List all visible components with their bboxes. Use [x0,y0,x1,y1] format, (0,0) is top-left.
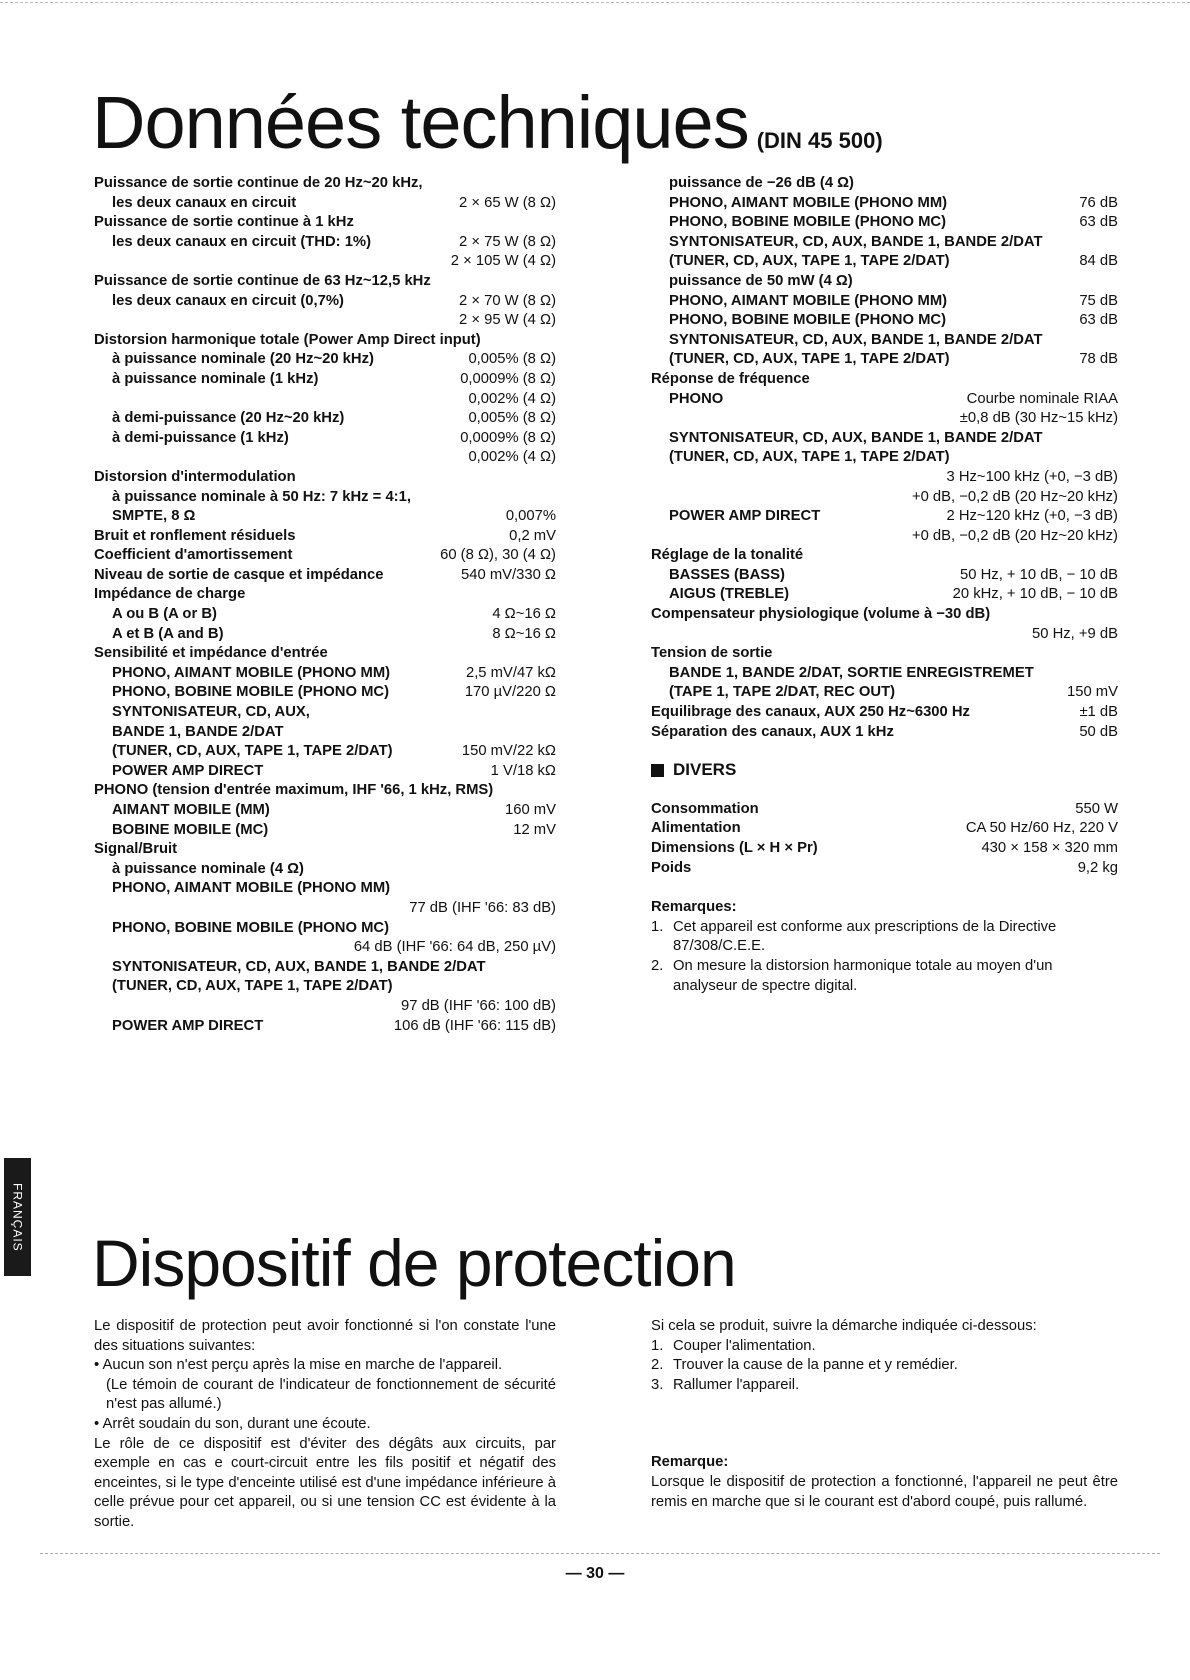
divers-value: 9,2 kg [1077,859,1118,876]
spec-label: PHONO, BOBINE MOBILE (PHONO MC) [112,684,390,701]
spec-value: Courbe nominale RIAA [966,390,1118,407]
spec-row [94,213,556,233]
specs-right-list [651,174,1118,742]
spec-label: PHONO, BOBINE MOBILE (PHONO MC) [669,214,947,231]
spec-label: (TUNER, CD, AUX, TAPE 1, TAPE 2/DAT) [669,351,950,368]
remarque-item-number: 2. [651,957,664,974]
spec-label: Impédance de charge [94,586,246,603]
spec-value: +0 dB, −0,2 dB (20 Hz~20 kHz) [911,488,1118,505]
remarques-heading: Remarques: [651,899,737,916]
spec-label: (TAPE 1, TAPE 2/DAT, REC OUT) [669,684,896,701]
spec-value: 106 dB (IHF '66: 115 dB) [393,1017,556,1034]
spec-row [94,194,556,214]
spec-row [94,938,556,958]
spec-label: Réponse de fréquence [651,370,810,387]
spec-row [651,272,1118,292]
divers-label: Alimentation [651,820,741,837]
protection-left-text [94,1317,556,1533]
spec-value: 2 × 75 W (8 Ω) [459,233,556,250]
spec-label: (TUNER, CD, AUX, TAPE 1, TAPE 2/DAT) [112,978,393,995]
spec-row [94,350,556,370]
protection-bullet-note: (Le témoin de courant de l'indicateur de fonctionnement de sécurité n'est pas allumé.) [106,1376,556,1413]
spec-value: 84 dB [1079,253,1118,270]
spec-label: Puissance de sortie continue de 63 Hz~12,5 kHz [94,272,431,289]
spec-label: Bruit et ronflement résiduels [94,527,296,544]
top-scan-edge [0,2,1190,3]
remarque-item-text: Cet appareil est conforme aux prescriptions de la Directive 87/308/C.E.E. [673,918,1057,955]
step-item [651,1376,1118,1396]
protection-title: Dispositif de protection [92,1226,736,1300]
spec-row [94,390,556,410]
step-item-text: Rallumer l'appareil. [673,1376,800,1393]
spec-value: 1 V/18 kΩ [490,762,556,779]
step-item [651,1356,1118,1376]
spec-row [94,644,556,664]
spec-row [651,233,1118,253]
spec-label: BANDE 1, BANDE 2/DAT, SORTIE ENREGISTREMET [669,664,1034,681]
remarque-text: Lorsque le dispositif de protection a fonctionné, l'appareil ne peut être remis en marche que si le courant est d'abord coupé, puis rallumé. [651,1473,1118,1510]
spec-row [94,840,556,860]
spec-value: 2 × 105 W (4 Ω) [450,253,556,270]
spec-value: 50 dB [1079,723,1118,740]
square-bullet-icon [651,764,664,777]
spec-value: 4 Ω~16 Ω [492,606,556,623]
spec-row [94,174,556,194]
spec-label: BASSES (BASS) [669,566,785,583]
protection-steps [651,1337,1118,1396]
spec-value: 78 dB [1079,351,1118,368]
spec-value: +0 dB, −0,2 dB (20 Hz~20 kHz) [911,527,1118,544]
spec-value: 150 mV [1067,684,1118,701]
spec-row [94,252,556,272]
divers-value: 550 W [1075,800,1118,817]
spec-row [651,174,1118,194]
spec-value: 150 mV/22 kΩ [461,743,556,760]
spec-label: puissance de 50 mW (4 Ω) [669,272,853,289]
spec-label: Séparation des canaux, AUX 1 kHz [651,723,894,740]
spec-row [651,566,1118,586]
spec-value: 3 Hz~100 kHz (+0, −3 dB) [946,468,1118,485]
protection-right-text [651,1317,1118,1512]
spec-label: POWER AMP DIRECT [669,508,821,525]
spec-label: PHONO, AIMANT MOBILE (PHONO MM) [112,664,391,681]
spec-row [94,585,556,605]
spec-row [651,585,1118,605]
page-title: Données techniques (DIN 45 500) [92,81,883,164]
remarque-item [651,918,1118,957]
spec-row [94,331,556,351]
step-item-text: Couper l'alimentation. [673,1337,816,1354]
spec-label: PHONO [669,390,724,407]
divers-value: 430 × 158 × 320 mm [981,840,1118,856]
spec-value: 160 mV [505,802,556,818]
spec-value: 0,005% (8 Ω) [468,410,556,427]
step-item [651,1337,1118,1357]
protection-bullet: • Aucun son n'est perçu après la mise en marche de l'appareil. [94,1357,503,1374]
spec-row [651,292,1118,312]
spec-label: SYNTONISATEUR, CD, AUX, BANDE 1, BANDE 2/DAT [112,958,486,975]
spec-row [651,703,1118,723]
spec-row [94,899,556,919]
spec-row [651,409,1118,429]
step-item-number: 2. [651,1357,664,1374]
spec-row [651,644,1118,664]
spec-label: (TUNER, CD, AUX, TAPE 1, TAPE 2/DAT) [112,743,393,760]
spec-row [94,233,556,253]
spec-label: BANDE 1, BANDE 2/DAT [112,723,284,740]
spec-row [651,625,1118,645]
spec-label: A et B (A and B) [112,625,224,642]
spec-value: 2 Hz~120 kHz (+0, −3 dB) [946,508,1118,525]
spec-row [94,860,556,880]
spec-label: Réglage de la tonalité [651,547,804,564]
spec-label: à demi-puissance (20 Hz~20 kHz) [112,410,345,427]
spec-value: 0,2 mV [509,527,556,544]
spec-value: 50 Hz, + 10 dB, − 10 dB [960,566,1118,583]
spec-value: 0,005% (8 Ω) [468,351,556,368]
remarque-item-number: 1. [651,918,664,935]
spec-row [651,683,1118,703]
spec-row [94,605,556,625]
protection-paragraph: Le rôle de ce dispositif est d'éviter des dégâts aux circuits, par exemple en cas e court-circuit entre les fils positif et négatif des enceintes, si le type d'enceinte utilisé est d'une impédance inférieure à celle prévue pour cet appareil, ou si une tension CC est évidente à la sortie. [94,1435,556,1530]
spec-row [94,781,556,801]
spec-row [94,703,556,723]
spec-label: PHONO, AIMANT MOBILE (PHONO MM) [669,194,948,211]
spec-row [94,879,556,899]
spec-value: 2 × 65 W (8 Ω) [459,194,556,211]
spec-row [94,370,556,390]
spec-value: 50 Hz, +9 dB [1032,625,1118,642]
spec-label: SYNTONISATEUR, CD, AUX, BANDE 1, BANDE 2/DAT [669,233,1043,250]
spec-value: 60 (8 Ω), 30 (4 Ω) [440,547,556,564]
spec-row [94,409,556,429]
spec-label: les deux canaux en circuit (THD: 1%) [112,233,372,250]
remarques-list [651,918,1118,996]
spec-row [651,605,1118,625]
spec-label: AIMANT MOBILE (MM) [112,802,270,818]
divers-label: Consommation [651,800,759,817]
spec-row [94,429,556,449]
spec-label: SMPTE, 8 Ω [112,508,196,525]
spec-label: Equilibrage des canaux, AUX 250 Hz~6300 Hz [651,704,970,721]
spec-value: 2 × 70 W (8 Ω) [459,292,556,309]
spec-row [651,311,1118,331]
remarque-heading: Remarque: [651,1454,729,1471]
divers-label: Poids [651,859,692,876]
spec-label: SYNTONISATEUR, CD, AUX, [112,704,310,721]
spec-label: Coefficient d'amortissement [94,547,293,564]
spec-row [94,723,556,743]
spec-row [94,527,556,547]
spec-row [94,488,556,508]
spec-label: Sensibilité et impédance d'entrée [94,645,328,662]
spec-label: PHONO, AIMANT MOBILE (PHONO MM) [112,880,391,897]
divers-value: CA 50 Hz/60 Hz, 220 V [965,820,1118,837]
spec-row [94,958,556,978]
spec-value: 97 dB (IHF '66: 100 dB) [401,997,556,1014]
spec-row [94,448,556,468]
spec-value: 77 dB (IHF '66: 83 dB) [409,899,556,916]
spec-row [651,527,1118,547]
spec-row [94,546,556,566]
spec-value: 75 dB [1079,292,1118,309]
spec-label: à puissance nominale (1 kHz) [112,370,319,387]
spec-row [94,919,556,939]
spec-value: 12 mV [513,821,556,838]
spec-label: AIGUS (TREBLE) [669,586,790,603]
spec-row [94,664,556,684]
spec-row [651,468,1118,488]
spec-row [94,742,556,762]
spec-label: Puissance de sortie continue de 20 Hz~20 kHz, [94,175,423,191]
spec-row [94,292,556,312]
spec-label: à puissance nominale (20 Hz~20 kHz) [112,351,374,368]
spec-row [651,350,1118,370]
page-number: — 30 — [565,1565,625,1582]
spec-label: A ou B (A or B) [112,606,217,623]
spec-label: Distorsion d'intermodulation [94,468,296,485]
spec-label: à puissance nominale (4 Ω) [112,860,304,877]
spec-row [94,468,556,488]
specs-right-column [651,174,1118,996]
spec-label: SYNTONISATEUR, CD, AUX, BANDE 1, BANDE 2/DAT [669,331,1043,348]
specs-left-column [94,174,556,1036]
divers-row [651,819,1118,839]
spec-row [651,723,1118,743]
spec-row [94,977,556,997]
spec-label: puissance de −26 dB (4 Ω) [669,175,854,191]
spec-row [94,762,556,782]
spec-row [94,311,556,331]
spec-row [651,488,1118,508]
spec-row [94,272,556,292]
spec-row [651,507,1118,527]
spec-value: 0,002% (4 Ω) [468,449,556,466]
spec-label: Distorsion harmonique totale (Power Amp Direct input) [94,331,481,348]
spec-value: 63 dB [1079,312,1118,329]
spec-label: Signal/Bruit [94,841,178,858]
spec-row [651,664,1118,684]
spec-row [94,1017,556,1037]
spec-value: 76 dB [1079,194,1118,211]
spec-row [94,507,556,527]
spec-label: PHONO, BOBINE MOBILE (PHONO MC) [669,312,947,329]
spec-label: les deux canaux en circuit (0,7%) [112,292,344,309]
spec-label: à puissance nominale à 50 Hz: 7 kHz = 4:1, [112,488,411,505]
protection-bullet: • Arrêt soudain du son, durant une écoute. [94,1415,371,1432]
spec-row [651,390,1118,410]
spec-row [651,213,1118,233]
spec-value: 64 dB (IHF '66: 64 dB, 250 µV) [353,939,556,956]
spec-label: Compensateur physiologique (volume à −30 dB) [651,606,991,623]
protection-steps-intro: Si cela se produit, suivre la démarche indiquée ci-dessous: [651,1318,1037,1334]
divers-row [651,800,1118,820]
divers-row [651,859,1118,879]
spec-label: PHONO, BOBINE MOBILE (PHONO MC) [112,919,390,936]
spec-label: Niveau de sortie de casque et impédance [94,566,384,583]
spec-value: 0,002% (4 Ω) [468,390,556,407]
spec-label: POWER AMP DIRECT [112,1017,264,1034]
spec-label: Puissance de sortie continue à 1 kHz [94,214,354,231]
spec-value: 8 Ω~16 Ω [492,625,556,642]
step-item-text: Trouver la cause de la panne et y remédier. [673,1357,958,1374]
spec-row [651,448,1118,468]
spec-value: 540 mV/330 Ω [461,566,556,583]
spec-row [94,997,556,1017]
spec-row [651,194,1118,214]
spec-value: 0,0009% (8 Ω) [460,370,556,387]
footer-rule [40,1553,1160,1554]
spec-label: PHONO, AIMANT MOBILE (PHONO MM) [669,292,948,309]
divers-label: Dimensions (L × H × Pr) [651,840,818,856]
protection-intro: Le dispositif de protection peut avoir fonctionné si l'on constate l'une des situations suivantes: [94,1318,556,1354]
spec-value: 63 dB [1079,214,1118,231]
divers-row [651,839,1118,859]
spec-value: 2 × 95 W (4 Ω) [459,312,556,329]
spec-value: 170 µV/220 Ω [464,684,556,701]
spec-value: 2,5 mV/47 kΩ [465,664,556,681]
spec-value: 0,0009% (8 Ω) [460,429,556,446]
spec-row [651,331,1118,351]
spec-label: POWER AMP DIRECT [112,762,264,779]
spec-value: ±1 dB [1079,704,1118,721]
spec-label: PHONO (tension d'entrée maximum, IHF '66, 1 kHz, RMS) [94,782,494,799]
din-subtitle: (DIN 45 500) [756,128,883,153]
step-item-number: 3. [651,1376,664,1393]
divers-heading: DIVERS [651,760,1118,780]
spec-label: Tension de sortie [651,645,773,662]
spec-row [94,801,556,821]
spec-row [651,252,1118,272]
spec-label: (TUNER, CD, AUX, TAPE 1, TAPE 2/DAT) [669,253,950,270]
language-side-tab: FRANÇAIS [4,1158,31,1276]
remarque-item [651,957,1118,996]
remarque-item-text: On mesure la distorsion harmonique totale au moyen d'un analyseur de spectre digital. [673,957,1053,994]
spec-value: ±0,8 dB (30 Hz~15 kHz) [959,410,1118,427]
spec-row [94,566,556,586]
spec-label: les deux canaux en circuit [112,194,297,211]
step-item-number: 1. [651,1337,664,1354]
spec-label: SYNTONISATEUR, CD, AUX, BANDE 1, BANDE 2/DAT [669,429,1043,446]
divers-list [651,800,1118,878]
spec-value: 0,007% [505,508,556,525]
spec-label: BOBINE MOBILE (MC) [112,821,269,838]
spec-row [94,821,556,841]
spec-value: 20 kHz, + 10 dB, − 10 dB [952,586,1118,603]
spec-row [94,625,556,645]
spec-row [651,546,1118,566]
spec-row [651,429,1118,449]
spec-row [94,683,556,703]
spec-label: à demi-puissance (1 kHz) [112,429,289,446]
spec-label: (TUNER, CD, AUX, TAPE 1, TAPE 2/DAT) [669,449,950,466]
spec-row [651,370,1118,390]
